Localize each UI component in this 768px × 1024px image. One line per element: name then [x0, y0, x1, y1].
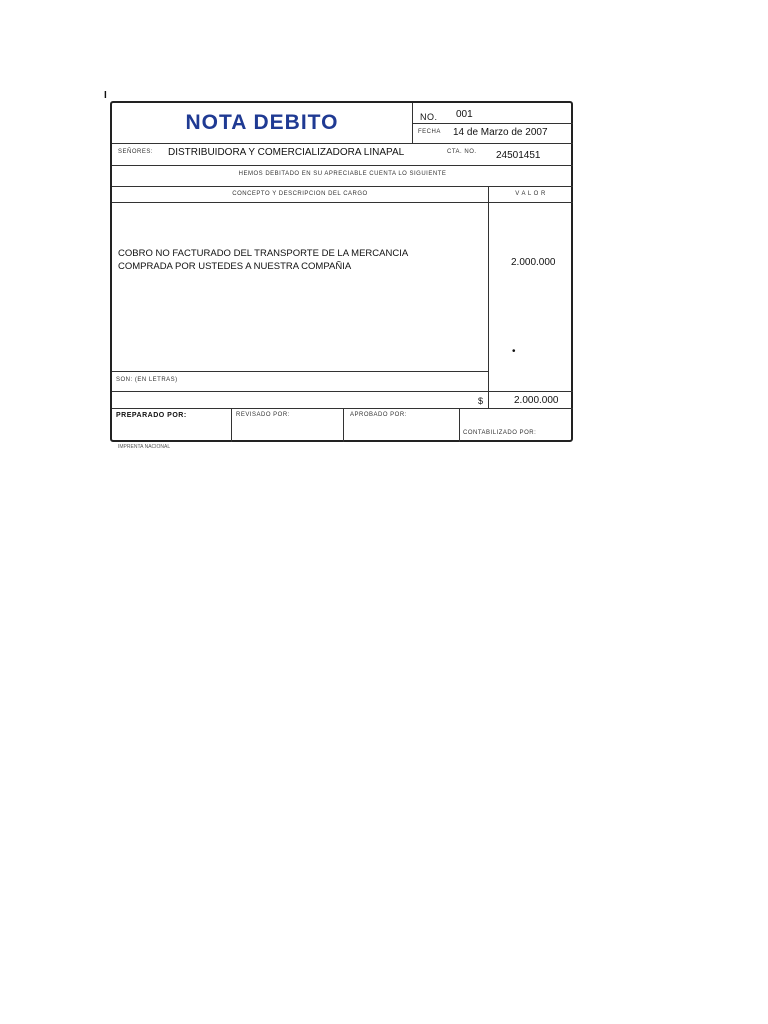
divider	[112, 202, 573, 203]
page-mark: I	[104, 90, 107, 101]
debited-notice: HEMOS DEBITADO EN SU APRECIABLE CUENTA LO SIGUIENTE	[238, 171, 447, 177]
printer-note: IMPRENTA NACIONAL	[118, 444, 171, 450]
total-value: 2.000.000	[514, 395, 559, 406]
divider	[112, 143, 573, 144]
customer-value: DISTRIBUIDORA Y COMERCIALIZADORA LINAPAL	[168, 147, 405, 158]
divider	[231, 408, 232, 442]
concept-header: CONCEPTO Y DESCRIPCION DEL CARGO	[232, 191, 368, 197]
approved-by-label: APROBADO POR:	[350, 412, 407, 418]
divider	[343, 408, 344, 442]
divider	[112, 186, 573, 187]
divider	[112, 391, 573, 392]
divider	[459, 408, 460, 442]
divider	[488, 186, 489, 408]
divider	[112, 165, 573, 166]
currency-symbol: $	[478, 396, 484, 406]
form-title: NOTA DEBITO	[185, 111, 339, 134]
account-value: 24501451	[496, 150, 541, 161]
date-label: FECHA	[418, 129, 441, 135]
prepared-by-label: PREPARADO POR:	[116, 412, 187, 419]
account-label: CTA. NO.	[447, 149, 477, 155]
charge-description: COBRO NO FACTURADO DEL TRANSPORTE DE LA MERCANCIA COMPRADA POR USTEDES A NUESTRA COMPAÑIA	[118, 248, 408, 272]
value-mark: •	[512, 346, 516, 357]
customer-label: SEÑORES:	[118, 149, 154, 155]
line-value: 2.000.000	[511, 257, 556, 268]
divider	[112, 371, 488, 372]
date-value: 14 de Marzo de 2007	[453, 127, 548, 138]
amount-words-label: SON: (EN LETRAS)	[116, 377, 178, 383]
debit-note-form	[110, 101, 573, 442]
reviewed-by-label: REVISADO POR:	[236, 412, 290, 418]
number-value: 001	[456, 109, 473, 120]
number-label: NO.	[420, 112, 438, 122]
accounted-by-label: CONTABILIZADO POR:	[463, 430, 537, 436]
divider	[412, 123, 573, 124]
value-header: V A L O R	[515, 191, 546, 197]
